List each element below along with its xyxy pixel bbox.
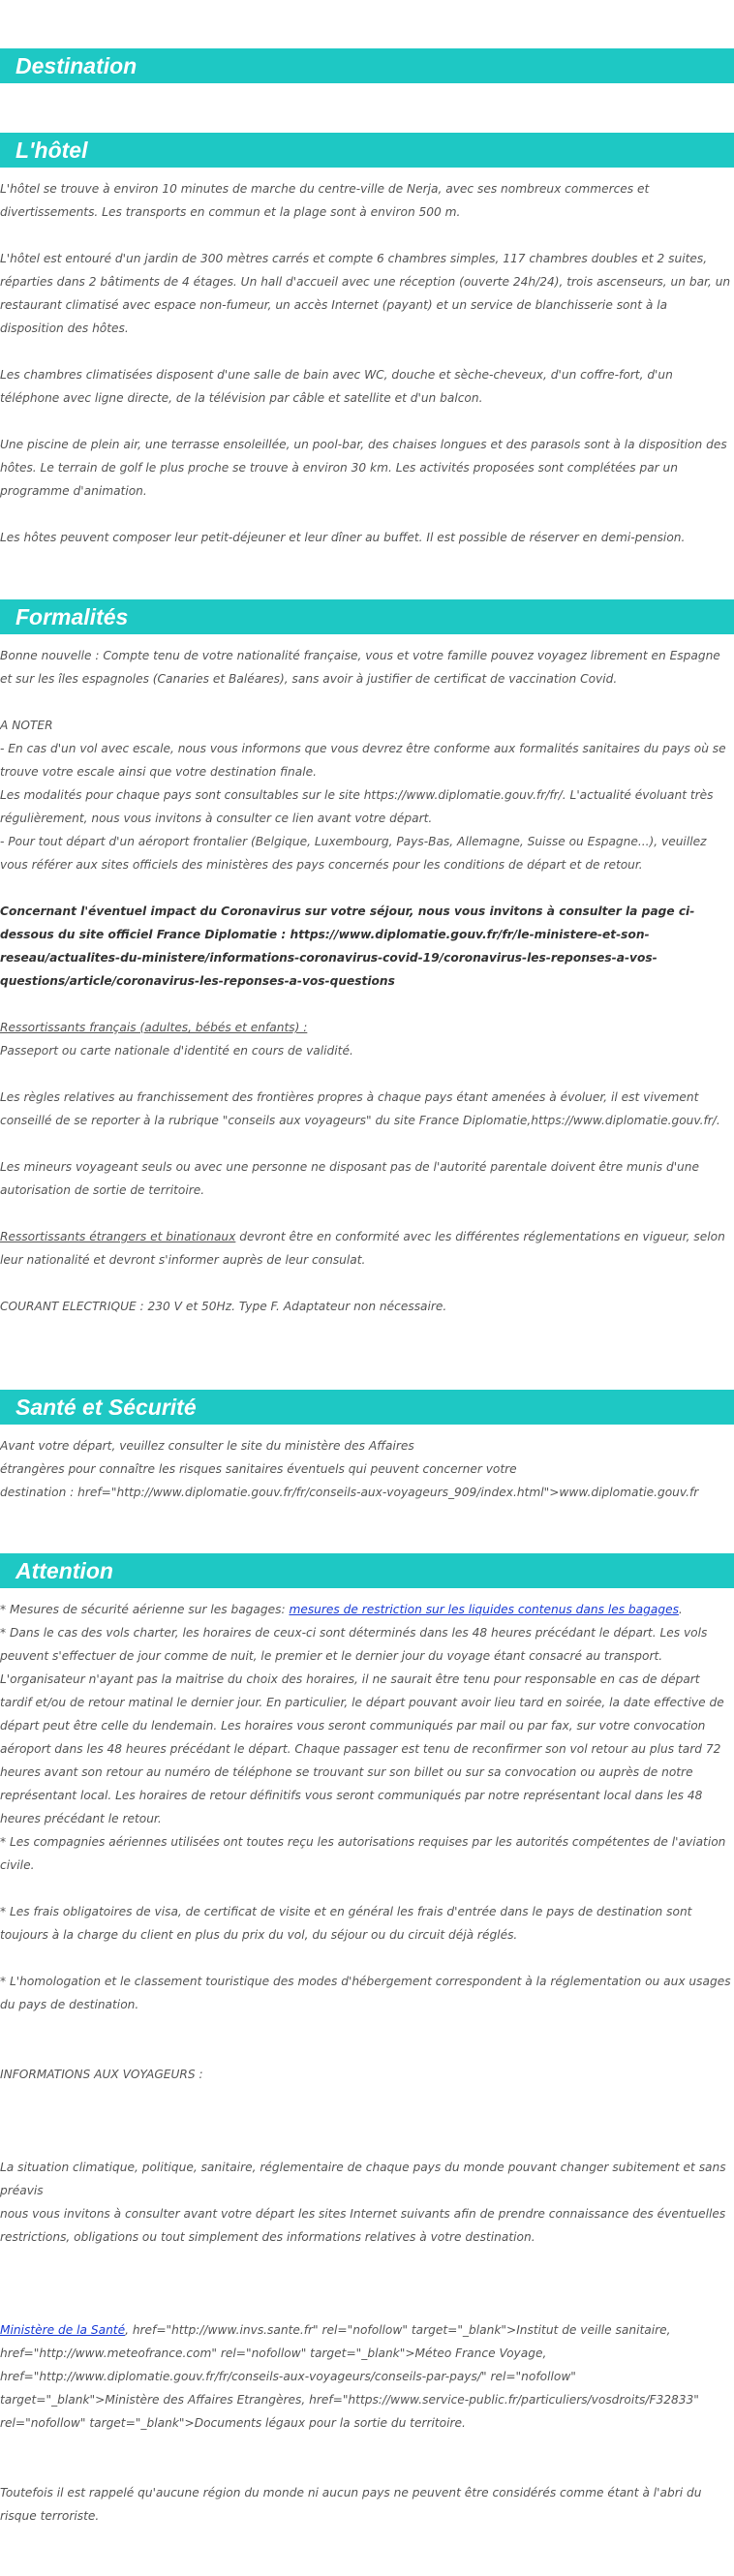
ministere-text: , href="http://www.invs.sante.fr" rel="nofollow" target="_blank">Institut de veille sanitaire, href="http://www.meteofrance.com" rel="nofollow" target="_blank">Méteo France Voyage, href="http://www.diplomatie.gouv.fr/fr/conseils-aux-voyageurs/conseils-par-pays/" rel="nofollow" target="_blank">Ministère des Affaires Etrangères, href="https://www.service-public.fr/particuliers/vosdroits/F32833" rel="nofollow" target="_blank">Documents légaux pour la sortie du territoire. — [0, 2323, 699, 2430]
section-title-formalites: Formalités — [0, 599, 734, 634]
ministere-sante-link[interactable]: Ministère de la Santé — [0, 2323, 126, 2337]
situation-line: La situation climatique, politique, sanitaire, réglementaire de chaque pays du monde pouvant changer subitement et sans préavis — [0, 2161, 726, 2197]
etrangers-heading: Ressortissants étrangers et binationaux — [0, 1230, 236, 1243]
note-item: Les modalités pour chaque pays sont consultables sur le site https://www.diplomatie.gouv.fr/fr/. L'actualité évoluant très régulièrement, nous vous invitons à consulter ce lien avant votre départ. — [0, 788, 714, 825]
hotel-paragraph: Une piscine de plein air, une terrasse ensoleillée, un pool-bar, des chaises longues et des parasols sont à la disposition des hôtes. Le terrain de golf le plus proche se trouve à environ 30 km. Les activités proposées sont complétées par un programme d'animation. — [0, 438, 727, 498]
note-item: - En cas d'un vol avec escale, nous vous informons que vous devrez être conforme aux formalités sanitaires du pays où se trouve votre escale ainsi que votre destination finale. — [0, 742, 726, 779]
terrorisme-paragraph: Toutefois il est rappelé qu'aucune région du monde ni aucun pays ne peuvent être considérés comme étant à l'abri du risque terroriste. — [0, 2486, 702, 2523]
attention-section — [0, 1598, 734, 2528]
mesures-link[interactable]: mesures de restriction sur les liquides contenus dans les bagages — [289, 1603, 679, 1616]
courant-electrique: COURANT ELECTRIQUE : 230 V et 50Hz. Type F. Adaptateur non nécessaire. — [0, 1300, 447, 1313]
hotel-paragraph: L'hôtel se trouve à environ 10 minutes de marche du centre-ville de Nerja, avec ses nombreux commerces et divertissements. Les transports en commun et la plage sont à environ 500 m. — [0, 182, 650, 219]
situation-line: nous vous invitons à consulter avant votre départ les sites Internet suivants afin de prendre connaissance des éventuelles restrictions, obligations ou tout simplement des informations relatives à votre destination. — [0, 2207, 726, 2244]
hotel-paragraph: Les hôtes peuvent composer leur petit-déjeuner et leur dîner au buffet. Il est possible de réserver en demi-pension. — [0, 531, 686, 544]
formalites-section — [0, 644, 734, 1318]
mesures-text: * Mesures de sécurité aérienne sur les bagages: — [0, 1603, 290, 1616]
etrangers-paragraph — [0, 1225, 734, 1272]
sante-line: étrangères pour connaître les risques sanitaires éventuels qui peuvent concerner votre — [0, 1462, 517, 1476]
passeport-text: Passeport ou carte nationale d'identité en cours de validité. — [0, 1044, 353, 1058]
section-title-attention: Attention — [0, 1553, 734, 1588]
compagnies-paragraph: * Les compagnies aériennes utilisées ont toutes reçu les autorisations requises par les autorités compétentes de l'aviation civile. — [0, 1835, 726, 1872]
frais-paragraph: * Les frais obligatoires de visa, de certificat de visite et en général les frais d'entrée dans le pays de destination sont toujours à la charge du client en plus du prix du vol, du séjour ou du circuit déjà réglés. — [0, 1905, 692, 1942]
hotel-paragraph: L'hôtel est entouré d'un jardin de 300 mètres carrés et compte 6 chambres simples, 117 chambres doubles et 2 suites, réparties dans 2 bâtiments de 4 étages. Un hall d'accueil avec une réception (ouverte 24h/24), trois ascenseurs, un bar, un restaurant climatisé avec espace non-fumeur, un accès Internet (payant) et un service de blanchisserie sont à la disposition des hôtes. — [0, 252, 731, 335]
hotel-paragraph: Les chambres climatisées disposent d'une salle de bain avec WC, douche et sèche-cheveux, d'un coffre-fort, d'un téléphone avec ligne directe, de la télévision par câble et satellite et d'un balcon. — [0, 368, 673, 405]
covid-notice: Concernant l'éventuel impact du Coronavirus sur votre séjour, nous vous invitons à consulter la page ci-dessous du site officiel France Diplomatie : https://www.diplomatie.gouv.fr/fr/le-ministere-et-son-reseau/actualites-du-ministere/informations-coronavirus-covid-19/coronavirus-les-reponses-a-vos-questions/article/coronavirus-les-reponses-a-vos-questions — [0, 905, 695, 988]
charter-paragraph: * Dans le cas des vols charter, les horaires de ceux-ci sont déterminés dans les 48 heures précédant le départ. Les vols peuvent s'effectuer de jour comme de nuit, le premier et le dernier jour du voyage étant consacré au transport. L'organisateur n'ayant pas la maitrise du choix des horaires, il ne saurait être tenu pour responsable en cas de départ tardif et/ou de retour matinal le dernier jour. En particulier, le départ pouvant avoir lieu tard en soirée, la date effective de départ peut être celle du lendemain. Les horaires vous seront communiqués par mail ou par fax, sur votre convocation aéroport dans les 48 heures précédant le départ. Chaque passager est tenu de reconfirmer son vol retour au plus tard 72 heures avant son retour au numéro de téléphone se trouvant sur son billet ou sur sa convocation ou auprès de notre représentant local. Les horaires de retour définitifs vous seront communiqués par notre représentant local dans les 48 heures précédant le retour. — [0, 1626, 724, 1825]
note-title: A NOTER — [0, 719, 53, 732]
formalites-paragraph: Bonne nouvelle : Compte tenu de votre nationalité française, vous et votre famille pouvez voyagez librement en Espagne et sur les îles espagnoles (Canaries et Baléares), sans avoir à justifier de certificat de vaccination Covid. — [0, 649, 720, 686]
ressortissants-francais-heading: Ressortissants français (adultes, bébés et enfants) : — [0, 1021, 308, 1034]
sante-section — [0, 1434, 734, 1504]
informations-voyageurs-title: INFORMATIONS AUX VOYAGEURS : — [0, 2068, 203, 2081]
section-title-destination: Destination — [0, 48, 734, 83]
homologation-paragraph: * L'homologation et le classement touristique des modes d'hébergement correspondent à la réglementation ou aux usages du pays de destination. — [0, 1975, 731, 2011]
sante-line: Avant votre départ, veuillez consulter le site du ministère des Affaires — [0, 1439, 414, 1453]
section-title-sante: Santé et Sécurité — [0, 1390, 734, 1425]
regles-paragraph: Les règles relatives au franchissement des frontières propres à chaque pays étant amenées à évoluer, il est vivement conseillé de se reporter à la rubrique "conseils aux voyageurs" du site France Diplomatie,https://www.diplomatie.gouv.fr/. — [0, 1090, 720, 1127]
mesures-paragraph: * Mesures de sécurité aérienne sur les bagages: mesures de restriction sur les liquides contenus dans les bagages. — [0, 1603, 683, 1616]
note-item: - Pour tout départ d'un aéroport frontalier (Belgique, Luxembourg, Pays-Bas, Allemagne, Suisse ou Espagne...), veuillez vous référer aux sites officiels des ministères des pays concernés pour les conditions de départ et de retour. — [0, 835, 707, 872]
section-title-hotel: L'hôtel — [0, 133, 734, 168]
sante-line: destination : href="http://www.diplomatie.gouv.fr/fr/conseils-aux-voyageurs_909/index.html">www.diplomatie.gouv.fr — [0, 1486, 699, 1499]
etrangers-text: devront être en conformité avec les différentes réglementations en vigueur, selon leur nationalité et devront s'informer auprès de leur consulat. — [0, 1230, 725, 1267]
mineurs-paragraph: Les mineurs voyageant seuls ou avec une personne ne disposant pas de l'autorité parentale doivent être munis d'une autorisation de sortie de territoire. — [0, 1160, 700, 1197]
ministere-paragraph — [0, 2318, 734, 2435]
hotel-section — [0, 177, 734, 549]
